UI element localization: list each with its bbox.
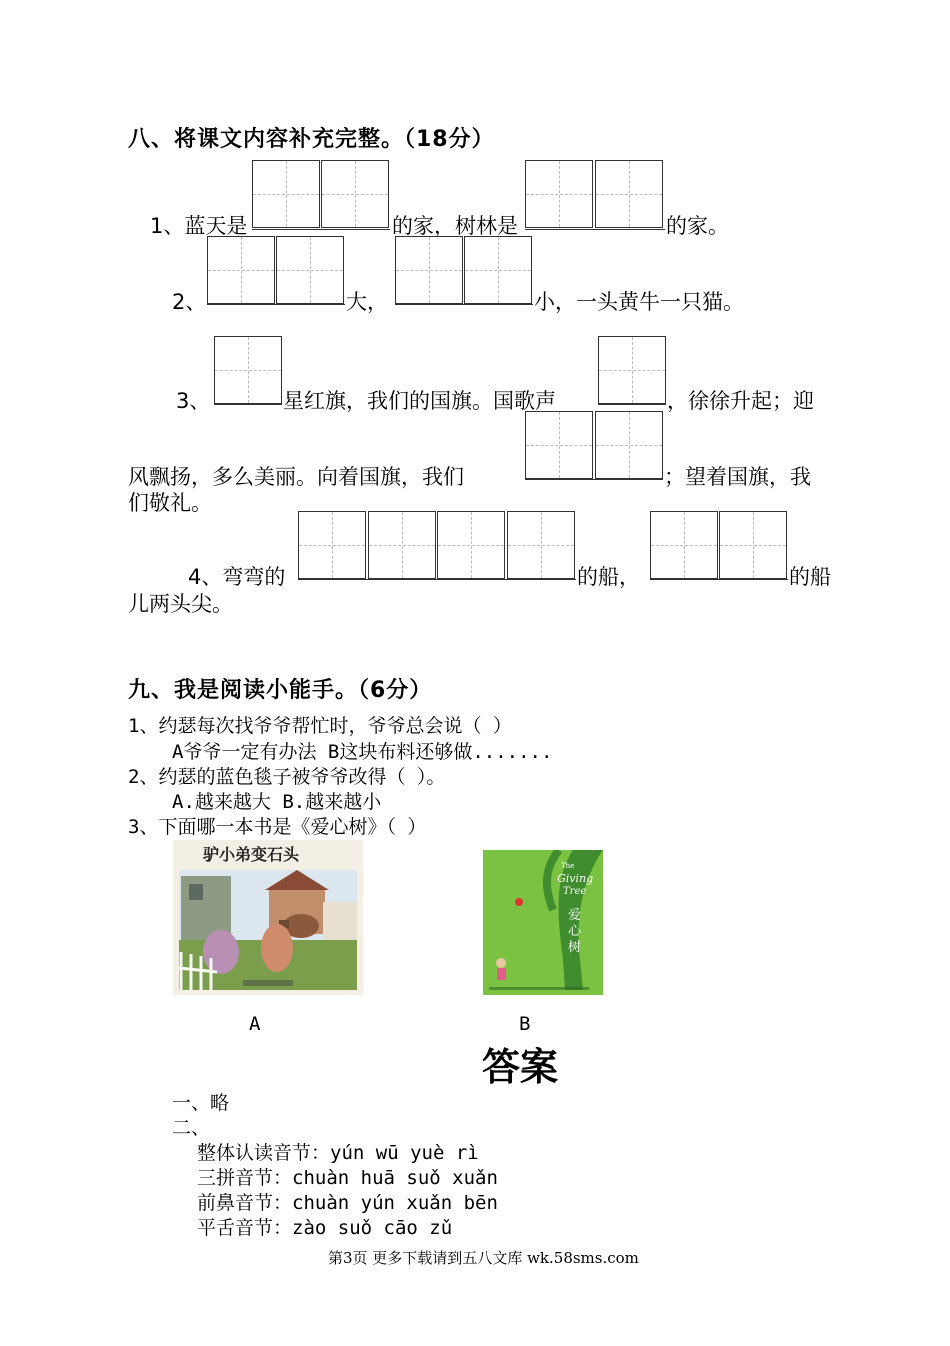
answer-box[interactable]: [507, 511, 575, 579]
answer-box[interactable]: [276, 236, 344, 304]
q4-text-a: 4、弯弯的: [188, 565, 286, 589]
answer-line-5: 前鼻音节：chuàn yún xuǎn bēn: [197, 1192, 498, 1214]
book-b-en-title-3: Tree: [563, 886, 587, 897]
q1-text-a: 1、蓝天是: [150, 214, 248, 238]
q4-text-b: 的船，: [577, 565, 640, 589]
q3-text-e: ；望着国旗，我: [664, 465, 811, 489]
page-footer: 第3页 更多下载请到五八文库 wk.58sms.com: [328, 1249, 639, 1267]
answer-underline: [207, 304, 345, 305]
answer-line-1: 一、略: [172, 1092, 230, 1114]
q2-text-b: 大，: [346, 290, 388, 314]
book-b-en-title-2: Giving: [557, 872, 594, 885]
label-a: A: [249, 1013, 261, 1035]
q2-text-c: 小，一头黄牛一只猫。: [534, 290, 744, 314]
q3-text-a: 3、: [176, 389, 211, 413]
answer-underline: [252, 229, 390, 230]
answer-box[interactable]: [464, 236, 532, 304]
q3-text-c: ，徐徐升起；迎: [667, 389, 814, 413]
s9-q1: 1、约瑟每次找爷爷帮忙时，爷爷总会说（ ）: [128, 715, 512, 737]
answer-line-3: 整体认读音节：yún wū yuè rì: [197, 1142, 479, 1164]
answer-box[interactable]: [252, 160, 320, 228]
answer-box[interactable]: [368, 511, 436, 579]
book-cover-a[interactable]: [173, 840, 363, 995]
q3-text-f: 们敬礼。: [128, 491, 212, 515]
answer-box[interactable]: [437, 511, 505, 579]
answer-line-4: 三拼音节：chuàn huā suǒ xuǎn: [197, 1167, 498, 1189]
q3-text-d: 风飘扬，多么美丽。向着国旗，我们: [128, 465, 464, 489]
book-b-en-title-1: The: [561, 862, 575, 870]
q3-text-b: 星红旗，我们的国旗。国歌声: [283, 389, 556, 413]
answer-box[interactable]: [525, 160, 593, 228]
answer-underline: [525, 479, 663, 480]
book-a-illustration: [173, 840, 363, 995]
label-b: B: [519, 1013, 531, 1035]
q1-text-c: 的家。: [666, 214, 729, 238]
answer-underline: [525, 229, 665, 230]
answer-box[interactable]: [207, 236, 275, 304]
book-a-title: 驴小弟变石头: [203, 845, 300, 864]
q2-text-a: 2、: [172, 290, 207, 314]
answer-underline: [598, 404, 666, 405]
section-9-title: 九、我是阅读小能手。（6分）: [128, 678, 433, 703]
answer-title: 答案: [482, 1045, 559, 1089]
answer-underline: [214, 404, 282, 405]
answer-underline: [395, 304, 533, 305]
answer-box[interactable]: [214, 336, 282, 404]
answer-box[interactable]: [525, 411, 593, 479]
s9-q3: 3、下面哪一本书是《爱心树》（ ）: [128, 816, 427, 838]
book-cover-b[interactable]: [483, 850, 603, 995]
answer-line-6: 平舌音节：zào suǒ cāo zǔ: [197, 1217, 453, 1239]
answer-box[interactable]: [650, 511, 718, 579]
s9-q1-options: A爷爷一定有办法 B这块布料还够做.......: [172, 741, 553, 763]
answer-underline: [298, 579, 576, 580]
answer-underline: [650, 579, 788, 580]
s9-q2-options: A.越来越大 B.越来越小: [172, 791, 382, 813]
q4-text-d: 儿两头尖。: [128, 592, 233, 616]
answer-box[interactable]: [595, 411, 663, 479]
s9-q2: 2、约瑟的蓝色毯子被爷爷改得（ ）。: [128, 766, 446, 788]
q1-text-b: 的家，树林是: [392, 214, 518, 238]
answer-line-2: 二、: [172, 1117, 211, 1139]
answer-box[interactable]: [719, 511, 787, 579]
answer-box[interactable]: [598, 336, 666, 404]
answer-box[interactable]: [595, 160, 663, 228]
section-8-title: 八、将课文内容补充完整。（18分）: [128, 127, 495, 152]
book-b-title: 爱心树: [568, 908, 582, 955]
q4-text-c: 的船: [789, 565, 831, 589]
answer-box[interactable]: [321, 160, 389, 228]
answer-box[interactable]: [298, 511, 366, 579]
answer-box[interactable]: [395, 236, 463, 304]
